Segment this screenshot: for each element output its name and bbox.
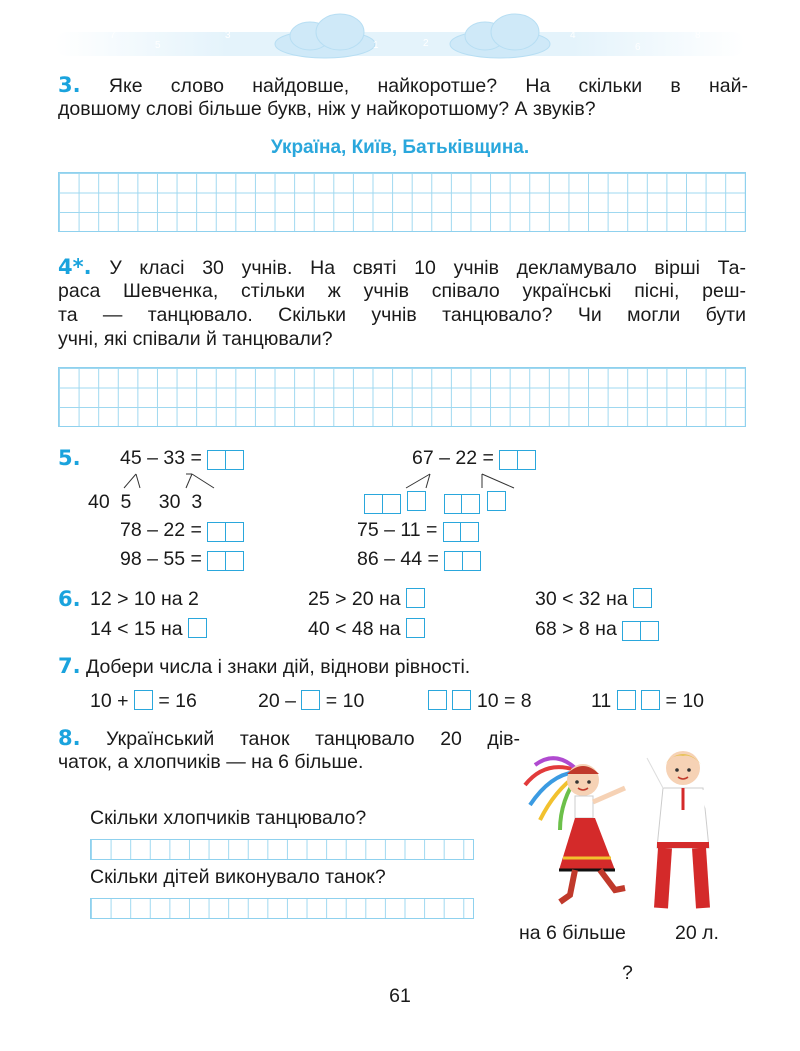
task7-number: 7. [58, 654, 81, 678]
answer-box[interactable] [301, 690, 320, 710]
task4-number: 4*. [58, 255, 92, 279]
answer-box[interactable] [188, 618, 207, 638]
task7-e1b: = 16 [158, 690, 197, 712]
task4-line1 [58, 256, 746, 280]
task7-title [58, 654, 470, 679]
task3-number: 3. [58, 73, 81, 97]
answer-boxes[interactable] [207, 551, 242, 574]
task4-line2: раса Шевченка, стільки ж учнів співало українські пісні, реш- [58, 280, 746, 302]
task4-line3: та — танцювало. Скільки учнів танцювало? Чи могли бути [58, 304, 746, 326]
task6-c2-text: 25 > 20 на [308, 588, 401, 610]
diagram-label-girls: 20 л. [675, 922, 719, 944]
task8-question-2: Скільки дітей виконувало танок? [90, 866, 386, 888]
header-digit: 8 [695, 30, 701, 41]
task4-line4: учні, які співали й танцювали? [58, 328, 333, 350]
task5-split-a: 40 5 [88, 491, 132, 513]
task6-compare-3 [535, 588, 652, 611]
task3-text [58, 74, 748, 98]
task8-line2: чаток, а хлопчиків — на 6 більше. [58, 751, 364, 773]
ribbons-icon [525, 758, 579, 830]
task5-ex6-text: 86 – 44 = [357, 548, 439, 570]
task5-ex1-text: 45 – 33 = [120, 447, 202, 469]
task3-answer-grid[interactable] [58, 172, 746, 232]
task5-split-2-boxes[interactable] [364, 491, 506, 517]
split-lines [390, 470, 550, 492]
task8-answer-strip-1[interactable] [90, 839, 474, 860]
task5-ex4-text: 98 – 55 = [120, 548, 202, 570]
header-digit: 6 [635, 42, 641, 53]
task5-expression-4 [120, 548, 242, 574]
task5-expression-3 [120, 519, 242, 545]
task8-line1 [58, 727, 520, 751]
answer-box[interactable] [406, 618, 425, 638]
task4-line1-text: У класі 30 учнів. На святі 10 учнів декламувало вірші Та- [109, 257, 747, 279]
header-digit: 4 [570, 30, 576, 41]
task5-number: 5. [58, 446, 81, 470]
task8-answer-strip-2[interactable] [90, 898, 474, 919]
header-digit: 7 [110, 30, 116, 41]
cloud-icon [450, 14, 550, 58]
answer-box[interactable] [641, 690, 660, 710]
answer-box[interactable] [633, 588, 652, 608]
task7-eq-3 [428, 690, 532, 713]
header-digit: 2 [423, 38, 429, 49]
task7-e4a: 11 [591, 690, 612, 712]
header-digit: 5 [155, 40, 161, 51]
task6-c5-text: 40 < 48 на [308, 618, 401, 640]
task7-eq-2 [258, 690, 364, 713]
task7-e3b: 10 = 8 [476, 690, 532, 712]
task4-answer-grid[interactable] [58, 367, 746, 427]
header-digit: 3 [225, 30, 231, 41]
task6-c4-text: 14 < 15 на [90, 618, 183, 640]
header-digit: 1 [373, 40, 379, 51]
task7-eq-1 [90, 690, 197, 713]
task6-compare-1: 12 > 10 на 2 [90, 588, 199, 610]
task6-compare-6 [535, 618, 657, 644]
task6-compare-4 [90, 618, 207, 641]
task3-words: Україна, Київ, Батьківщина. [270, 137, 530, 158]
header-cloud-banner [55, 8, 745, 60]
answer-box[interactable] [452, 690, 471, 710]
girl-icon [559, 764, 625, 902]
task6-compare-5 [308, 618, 425, 641]
task7-e2a: 20 – [258, 690, 296, 712]
task5-ex3-text: 78 – 22 = [120, 519, 202, 541]
dancing-children-illustration [515, 730, 750, 920]
answer-boxes[interactable] [622, 621, 657, 644]
task5-ex2-text: 67 – 22 = [412, 447, 494, 469]
answer-box[interactable] [428, 690, 447, 710]
answer-box[interactable] [617, 690, 636, 710]
task7-e4b: = 10 [665, 690, 705, 712]
task5-expression-6 [357, 548, 479, 574]
task7-eq-4 [591, 690, 704, 713]
diagram-label-more: на 6 більше [519, 922, 626, 944]
task6-c3-text: 30 < 32 на [535, 588, 628, 610]
boy-icon [647, 751, 719, 908]
task5-ex5-text: 75 – 11 = [357, 519, 438, 541]
header-digit: 0 [393, 20, 399, 31]
task5-split-b: 30 3 [158, 491, 203, 513]
task6-compare-2 [308, 588, 425, 611]
cloud-icon [275, 14, 375, 58]
answer-boxes[interactable] [207, 522, 242, 545]
task8-line1-text: Український танок танцювало 20 дів- [106, 728, 520, 750]
task6-number: 6. [58, 587, 81, 611]
diagram-label-question: ? [622, 962, 633, 984]
split-lines [100, 470, 240, 492]
answer-box[interactable] [406, 588, 425, 608]
task3-line1: Яке слово найдовше, найкоротше? На скільки в най- [108, 75, 749, 97]
answer-boxes[interactable] [443, 522, 478, 545]
task6-c6-text: 68 > 8 на [535, 618, 617, 640]
task5-split-1 [88, 491, 202, 514]
task7-e1a: 10 + [90, 690, 129, 712]
answer-boxes[interactable] [444, 551, 479, 574]
task7-e2b: = 10 [325, 690, 365, 712]
task5-expression-5 [357, 519, 478, 545]
task3-line2-text: довшому слові більше букв, ніж у найкоротшому? А звуків? [58, 98, 596, 120]
task7-text: Добери числа і знаки дій, віднови рівності. [86, 656, 471, 678]
task8-question-1: Скільки хлопчиків танцювало? [90, 807, 367, 829]
task8-number: 8. [58, 726, 81, 750]
page-number: 61 [389, 985, 411, 1007]
answer-box[interactable] [134, 690, 153, 710]
